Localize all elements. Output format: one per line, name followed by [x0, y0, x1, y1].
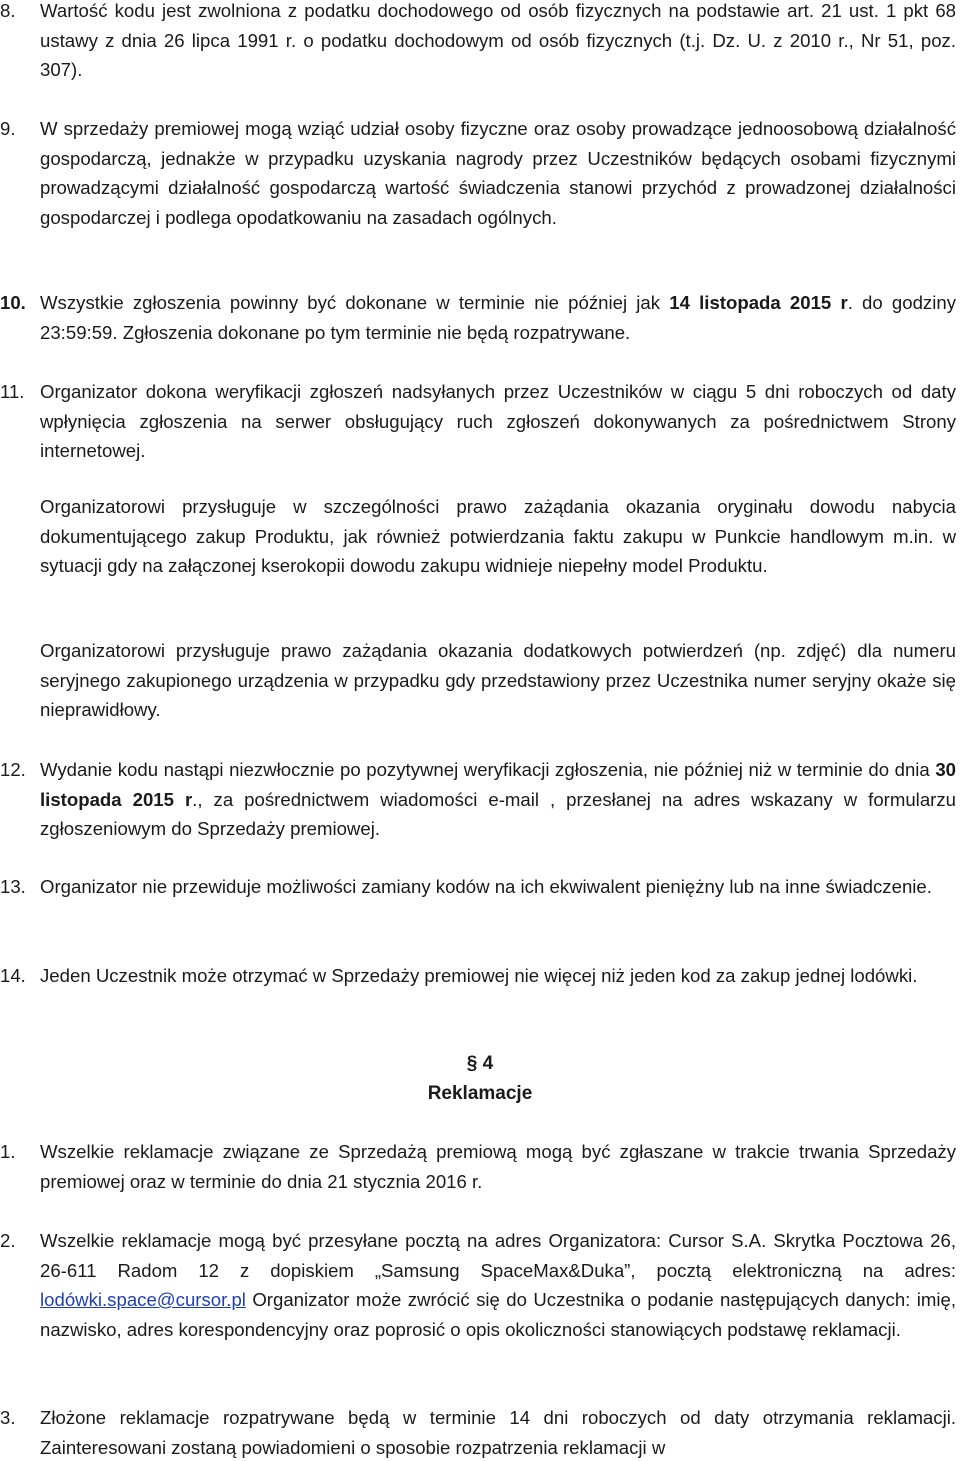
list-item-13	[0, 872, 956, 902]
item-text: Złożone reklamacje rozpatrywane będą w terminie 14 dni roboczych od daty otrzymania reklamacji. Zainteresowani zostaną powiadomieni o sposobie rozpatrzenia reklamacji w	[40, 1407, 956, 1458]
item-text: Organizator dokona weryfikacji zgłoszeń nadsyłanych przez Uczestników w ciągu 5 dni roboczych od daty wpłynięcia zgłoszenia na serwer obsługujący ruch zgłoszeń dokonywanych za pośrednictwem Strony internetowej.	[40, 381, 956, 462]
text-segment: Wszystkie zgłoszenia powinny być dokonane w terminie nie później jak	[40, 292, 670, 313]
claims-item-3	[0, 1403, 956, 1461]
item-text: Wszelkie reklamacje związane ze Sprzedażą premiową mogą być zgłaszane w trakcie trwania Sprzedaży premiowej oraz w terminie do dnia 21 stycznia 2016 r.	[40, 1141, 956, 1192]
list-item-9	[0, 114, 956, 232]
item-number: 14.	[0, 965, 26, 986]
item-text	[40, 288, 956, 347]
item-number: 12.	[0, 759, 26, 780]
item-number: 9.	[0, 118, 16, 139]
item-text: W sprzedaży premiowej mogą wziąć udział osoby fizyczne oraz osoby prowadzące jednoosobową działalność gospodarczą, jednakże w przypadku uzyskania nagrody przez Uczestników będących osobami fizycznymi prowadzącymi działalność gospodarczą wartość świadczenia stanowi przychód z prowadzonej działalności gospodarczej i podlega opodatkowaniu na zasadach ogólnych.	[40, 118, 956, 228]
item-number: 3.	[0, 1407, 16, 1428]
section-number: § 4	[466, 1053, 494, 1074]
list-item-8	[0, 0, 956, 85]
item-number: 10.	[0, 292, 26, 313]
list-item-10	[0, 288, 956, 347]
list-item-12	[0, 755, 956, 844]
text-segment: . do godziny 23:59:59. Zgłoszenia dokonane po tym terminie nie będą rozpatrywane.	[40, 292, 957, 343]
list-item-11	[0, 377, 956, 466]
item-text: Wartość kodu jest zwolniona z podatku dochodowego od osób fizycznych na podstawie art. 21 ust. 1 pkt 68 ustawy z dnia 26 lipca 1991 r. o podatku dochodowym od osób fizycznych (t.j. Dz. U. z 2010 r., Nr 51, poz. 307).	[40, 0, 956, 81]
item-number: 1.	[0, 1141, 16, 1162]
item-number: 11.	[0, 381, 25, 402]
text-segment: Wydanie kodu nastąpi niezwłocznie po pozytywnej weryfikacji zgłoszenia, nie później niż w terminie do dnia	[40, 759, 936, 780]
list-item-14	[0, 961, 956, 991]
section-title: Reklamacje	[427, 1083, 533, 1104]
item-number: 8.	[0, 0, 16, 21]
item-number: 2.	[0, 1230, 16, 1251]
email-link[interactable]: lodówki.space@cursor.pl	[40, 1289, 246, 1311]
item-text	[40, 1226, 956, 1344]
claims-item-1	[0, 1137, 956, 1196]
item-text: Jeden Uczestnik może otrzymać w Sprzedaży premiowej nie więcej niż jeden kod za zakup jednej lodówki.	[40, 965, 918, 986]
text-segment: ., za pośrednictwem wiadomości e-mail , przesłanej na adres wskazany w formularzu zgłoszeniowym do Sprzedaży premiowej.	[40, 788, 956, 840]
claims-item-2	[0, 1226, 956, 1344]
item-number: 13.	[0, 876, 26, 897]
text-segment: Organizator może zwrócić się do Uczestnika o podanie następujących danych: imię, nazwisko, adres korespondencyjny oraz poprosić o opis okoliczności stanowiących podstawę reklamacji.	[40, 1289, 956, 1340]
item-text: Organizator nie przewiduje możliwości zamiany kodów na ich ekwiwalent pieniężny lub na inne świadczenie.	[40, 876, 932, 897]
deadline-date: 14 listopada 2015 r	[669, 292, 848, 313]
text-segment: Wszelkie reklamacje mogą być przesyłane pocztą na adres Organizatora: Cursor S.A. Skrytka Pocztowa 26, 26-611 Radom 12 z dopiskiem „Samsung SpaceMax&Duka”, pocztą elektroniczną na adres:	[40, 1230, 956, 1281]
item-text	[40, 755, 956, 844]
item-11-paragraph-3: Organizatorowi przysługuje prawo zażądania okazania dodatkowych potwierdzeń (np. zdjęć) dla numeru seryjnego zakupionego urządzenia w przypadku gdy przedstawiony przez Uczestnika numer seryjny okaże się nieprawidłowy.	[40, 640, 956, 721]
item-11-paragraph-2: Organizatorowi przysługuje w szczególności prawo zażądania okazania oryginału dowodu nabycia dokumentującego zakup Produktu, jak również potwierdzania faktu zakupu w Punkcie handlowym m.in. w sytuacji gdy na załączonej kserokopii dowodu zakupu widnieje niepełny model Produktu.	[40, 496, 956, 577]
deadline-date: 30 listopada 2015 r	[40, 759, 956, 810]
